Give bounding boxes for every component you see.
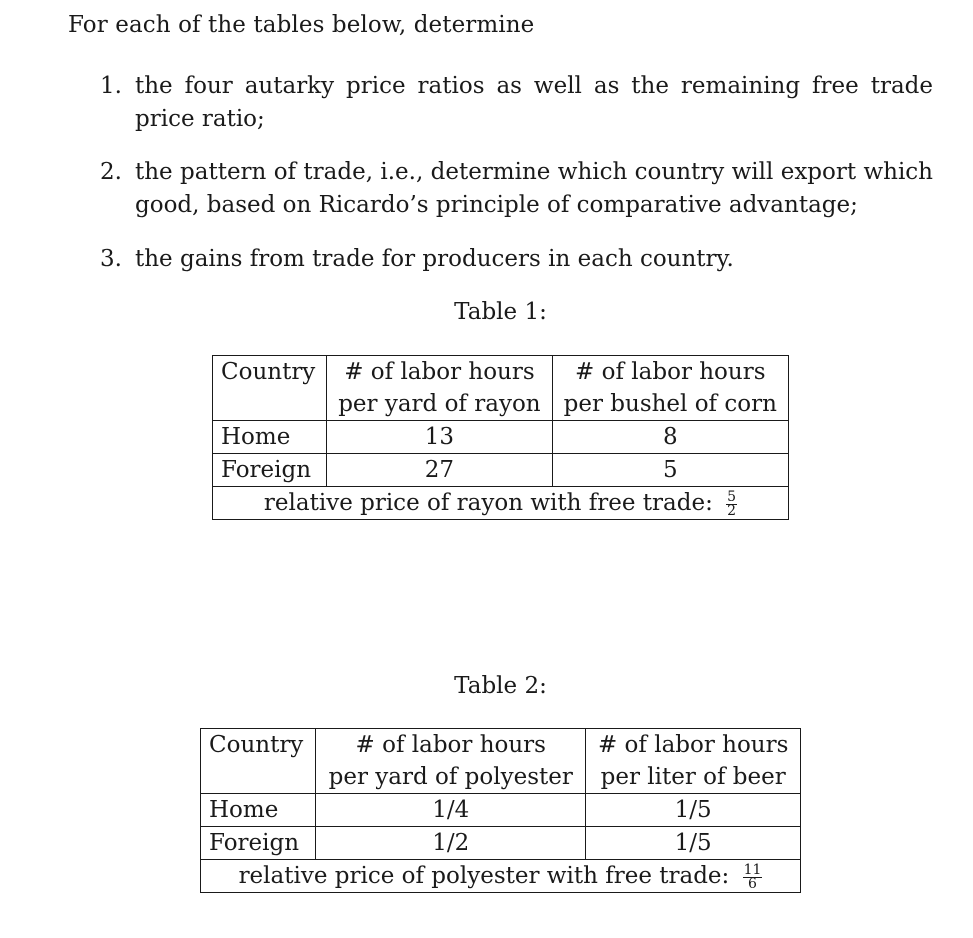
item-text: the gains from trade for producers in each country. — [135, 246, 734, 272]
fraction-denominator: 2 — [727, 502, 737, 519]
item-text: the four autarky price ratios as well as the remaining free trade price ratio; — [135, 73, 933, 132]
table1-cell-value: 5 — [552, 454, 788, 487]
table1-header-col1-sub: per yard of rayon — [327, 388, 552, 421]
table2-cell-value: 1/4 — [316, 794, 586, 827]
table1-header-country: Country — [213, 356, 327, 389]
list-item — [100, 156, 933, 222]
table1-caption: Table 1: — [454, 299, 547, 325]
table2-header-col1: # of labor hours — [316, 729, 586, 762]
table-row — [213, 421, 789, 454]
table1-footer — [213, 487, 789, 520]
table1-cell-value: 13 — [327, 421, 552, 454]
table2-header-col2: # of labor hours — [586, 729, 801, 762]
list-item — [100, 70, 933, 136]
fraction-denominator: 6 — [748, 875, 757, 892]
list-item — [100, 243, 933, 276]
table2-cell-value: 1/5 — [586, 794, 801, 827]
intro-text: For each of the tables below, determine — [68, 12, 535, 38]
table2-header-country: Country — [201, 729, 316, 762]
table-row — [201, 827, 801, 860]
table1 — [212, 355, 789, 520]
table2-header-col1-sub: per yard of polyester — [316, 761, 586, 794]
table-row — [201, 794, 801, 827]
item-number: 1. — [100, 73, 122, 99]
fraction-numerator: 5 — [727, 488, 737, 505]
table2-cell-country: Home — [201, 794, 316, 827]
table1-footer-fraction — [726, 488, 737, 519]
table1-cell-country: Home — [213, 421, 327, 454]
table1-cell-value: 27 — [327, 454, 552, 487]
fraction-numerator: 11 — [743, 861, 762, 878]
table2-header-country-blank — [201, 761, 316, 794]
table1-header-col2: # of labor hours — [552, 356, 788, 389]
table1-header-col2-sub: per bushel of corn — [552, 388, 788, 421]
table2-caption: Table 2: — [454, 673, 547, 699]
table2-cell-value: 1/2 — [316, 827, 586, 860]
table1-header-col1: # of labor hours — [327, 356, 552, 389]
table1-header-country-blank — [213, 388, 327, 421]
table2-header-col2-sub: per liter of beer — [586, 761, 801, 794]
table1-footer-text: relative price of rayon with free trade: — [263, 490, 713, 516]
table1-cell-value: 8 — [552, 421, 788, 454]
item-number: 3. — [100, 246, 122, 272]
table2-cell-country: Foreign — [201, 827, 316, 860]
item-text: the pattern of trade, i.e., determine which country will export which good, based on Ricardo’s principle of comparative advantage; — [135, 159, 933, 218]
table2-footer-fraction — [743, 861, 763, 892]
table-row — [213, 454, 789, 487]
table2-footer — [201, 860, 801, 893]
item-number: 2. — [100, 159, 122, 185]
table2-footer-text: relative price of polyester with free trade: — [238, 863, 730, 889]
table2 — [200, 728, 801, 893]
table2-cell-value: 1/5 — [586, 827, 801, 860]
table1-cell-country: Foreign — [213, 454, 327, 487]
